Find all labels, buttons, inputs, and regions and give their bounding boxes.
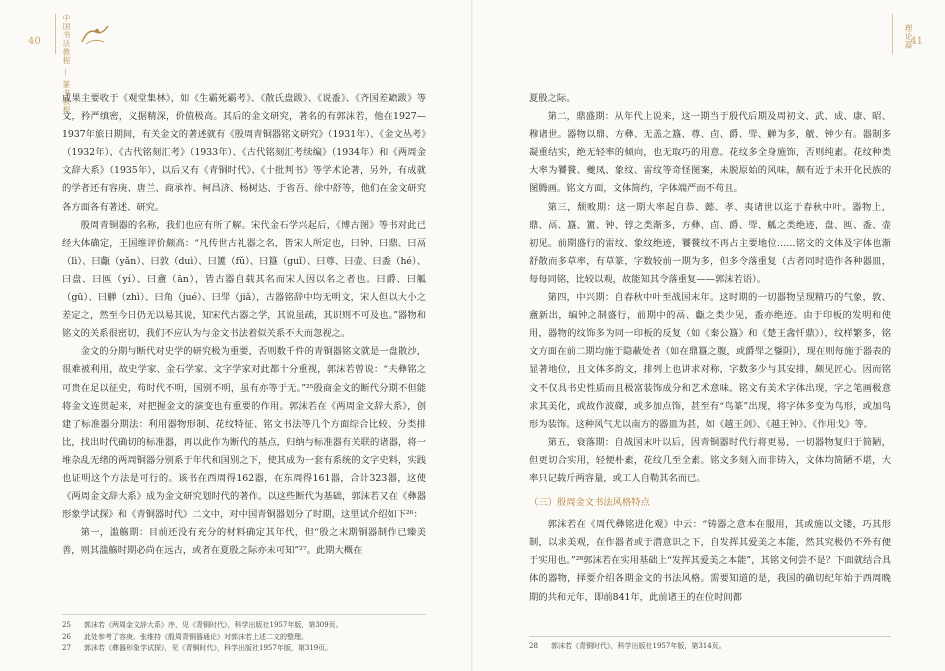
- footnote-text: 郭沫若《彝器形象学试探》，见《青铜时代》，科学出版社1957年版，第319页。: [84, 644, 333, 652]
- footnote-number: 28: [529, 642, 538, 650]
- body-paragraph: 夏殷之际。: [529, 93, 576, 104]
- footnote-number: 25: [62, 621, 71, 629]
- page-number: 40: [28, 36, 41, 47]
- body-paragraph: 第五，衰落期：自战国末叶以后，因青铜器时代行将更易，一切器物复归于简陋，但更切合实用，轻便朴素，花纹几至全素。铭文多刻入而非铸入，文体均简陋不堪，大率只记载斤两容量，或工人自勒其名而已。: [529, 436, 891, 484]
- right-page: [473, 0, 945, 671]
- footnote-text: 郭沫若《两周金文辞大系》序，见《青铜时代》，科学出版社1957年版，第309页。: [84, 621, 343, 629]
- section-heading: （三）殷周金文书法风格特点: [529, 497, 650, 509]
- footnote-text: 郭沫若《青铜时代》，科学出版社1957年版，第314页。: [551, 642, 726, 650]
- body-paragraph: 第三，颓败期：这一期大率起自恭、懿、孝、夷诸世以迄于春秋中叶。器物上，鼎、鬲、簋、簠、钟、𬭚之类渐多，方彝、卣、爵、斝、觚之类绝迹，盘、匜、盉、壶初见。前期盛行的雷纹、象纹绝迹，饕餮纹不再占主要地位……铭文的文体及字体也渐舒散而多草率，有草篆，字数较前一期为多，但多令落重复（古者同时造作各种器皿，每每同铭，比较以观，故能知其令落重复——郭沫若语）。: [529, 201, 891, 285]
- body-paragraph: 殷周青铜器的名称，我们也应有所了解。宋代金石学兴起后，《博古图》等书对此已经大体确定，王国维评价颇高：“凡传世古礼器之名，皆宋人所定也，曰钟、曰鼎、曰鬲（lì）、曰甗（yǎn）、曰敦（duì）、曰簠（fǔ）、曰簋（guǐ）、曰尊、曰壶、曰盉（hé）、曰盘、曰匜（yí）、曰盦（ān），皆古器自载其名而宋人因以名之者也。曰爵、曰觚（gū）、曰觯（zhì）、曰角（jué）、曰斝（jiǎ），古器铭辞中均无明文，宋人但以大小之差定之，然至今日仍无以易其说，知宋代古器之学，其说虽疏，其识则不可及也。”器物和铭文的关系很密切，我们不应认为与金文书法着似关系不大而忽视之。: [62, 219, 426, 340]
- footnote-number: 26: [62, 632, 71, 641]
- footnote-divider: [62, 614, 426, 615]
- page-number: 41: [910, 36, 923, 47]
- body-paragraph: 金文的分期与断代对史学的研究极为重要，否则数千件的青铜器铭文就是一盘散沙，很难被利用，故史学家、金石学家、文字学家对此都十分重视，郭沫若曾说：“夫彝铭之可贵在足以征史，苟时代不明，国别不明，虽有亦等于无。”²⁵殷商金文的断代分期不但能将金文连贯起来，对把握金文的演变也有重要的作用。郭沫若在《两周金文辞大系》，创建了标准器分期法：利用器物形制、花纹特征、铭文书法等几个方面综合比较、分类排比，找出时代确切的标准器，再以此作为断代的基点，归纳与标准器有关联的诸器，将一堆杂乱无绪的两周铜器分别系于年代和国别之下，使其成为一套有系统的文字史料，实践也证明这个方法是可行的。该书在西周得162器，在东周得161器，合计323器，这使《两周金文辞大系》成为金文研究划时代的著作。以这些断代为基础，郭沫若又在《彝器形象学试探》和《青铜器时代》二文中，对中国青铜器划分了时期，这里试介绍如下²⁶：: [62, 346, 426, 521]
- right-footnotes: [529, 641, 891, 653]
- footnote-number: 27: [62, 644, 71, 652]
- footnote: [529, 641, 891, 653]
- footnote: [62, 632, 426, 644]
- footnote-text: 此处参考了容庚、张维持《殷周青铜器通论》对郭沫若上述二文的整理。: [84, 632, 308, 641]
- footnote: [62, 620, 426, 632]
- right-body-text: [529, 90, 891, 607]
- footnote-divider: [529, 636, 891, 637]
- header-divider: [892, 14, 893, 54]
- body-paragraph: 第四，中兴期：自春秋中叶至战国末年。这时期的一切器物呈现精巧的气象，敦、盦新出，编钟之制盛行，前期中的鬲、甗之类少见，盉亦绝迹。由于印板的发明和使用，器物的纹饰多为同一印板的反复（如《秦公簋》和《楚王酓忏鼎》），纹样繁多，铭文方面在前二期均施于隐蔽处者（如在鼎簋之腹，或爵斝之鋬阴），现在则每施于器表的显著地位，且文体多韵文，排列上也讲求对称，字数多少与其安排，颇见匠心。因而铭文不仅具书史性质而且极富装饰成分和艺术意味。铭文有美术字体出现，字之笔画极意求其美化，或故作波磔，或多加点饰，甚至有“鸟篆”出现，将字体多变为鸟形，或加鸟形为装饰。这种风气尤以南方的器皿为甚，如《越王剑》、《越王钟》、《作用戈》等。: [529, 292, 891, 430]
- left-page: [0, 0, 472, 671]
- footnote: [62, 643, 426, 655]
- header-divider: [55, 14, 56, 54]
- body-paragraph: 郭沫若在《周代彝铭进化观》中云：“铸器之意本在服用，其或施以文镂，巧其形制，以求美观，在作器者或于潜意识之下，自发挥其爱美之本能，然其究极仍不外有便于实用也。”²⁸郭沫若在实用基础上“发挥其爱美之本能”，其铭文何尝不是？下面就结合具体的器物，择要介绍各期金文的书法风格。需要知道的是，我国的确切纪年始于西周晚期的共和元年，即前841年，此前诸王的在位时间都: [529, 519, 891, 603]
- body-paragraph: 第二，鼎盛期：从年代上说来，这一期当于殷代后期及周初文、武、成、康、昭、穆诸世。器物以鼎、方彝、无盖之簋、尊、卣、爵、斝、觯为多，觥、钟少有。器制多凝重结实，绝无轻率的倾向，也无取巧的用意。花纹多全身施饰，否则纯素。花纹种类大率为饕餮、夔凤、象纹、雷纹等奇怪图案，未脱原始的风味，颇有近于未开化民族的图腾画。铭文方面，文体简约，字体端严而不苟且。: [529, 111, 891, 195]
- calligraphy-emblem-icon: [80, 22, 110, 48]
- left-body-text: [62, 90, 426, 560]
- body-paragraph: 成果主要收于《观堂集林》，如《生霸死霸考》、《散氏盘跋》、《说盉》、《齐国差𦉜跋》等文，矜严缜密，义据精深，价值极高。其后的金文研究，著名的有郭沫若，他在1927—1937年旅日期间，有关金文的著述就有《殷周青铜器铭文研究》（1931年）、《金文丛考》（1932年）、《古代铭刻汇考》（1933年）、《古代铭刻汇考续编》（1934年）和《两周金文辞大系》（1935年），以后又有《青铜时代》、《十批判书》等学术论著，另外，有成就的学者还有容庚、唐兰、商承祚、柯昌济、杨树达、于省吾、徐中舒等，他们在金文研究各方面各有著述、研究。: [62, 93, 426, 213]
- running-header: 中国书法教程 — 篆书教程: [62, 14, 71, 115]
- body-paragraph: 第一，滥觞期：目前还没有充分的材料确定其年代，但“殷之末期铜器制作已臻美善，则其滥觞时期必尚在远古，或者在夏殷之际亦未可知”²⁷。此期大概在: [62, 527, 426, 557]
- running-header: 理论篇: [904, 24, 913, 50]
- left-footnotes: [62, 620, 426, 655]
